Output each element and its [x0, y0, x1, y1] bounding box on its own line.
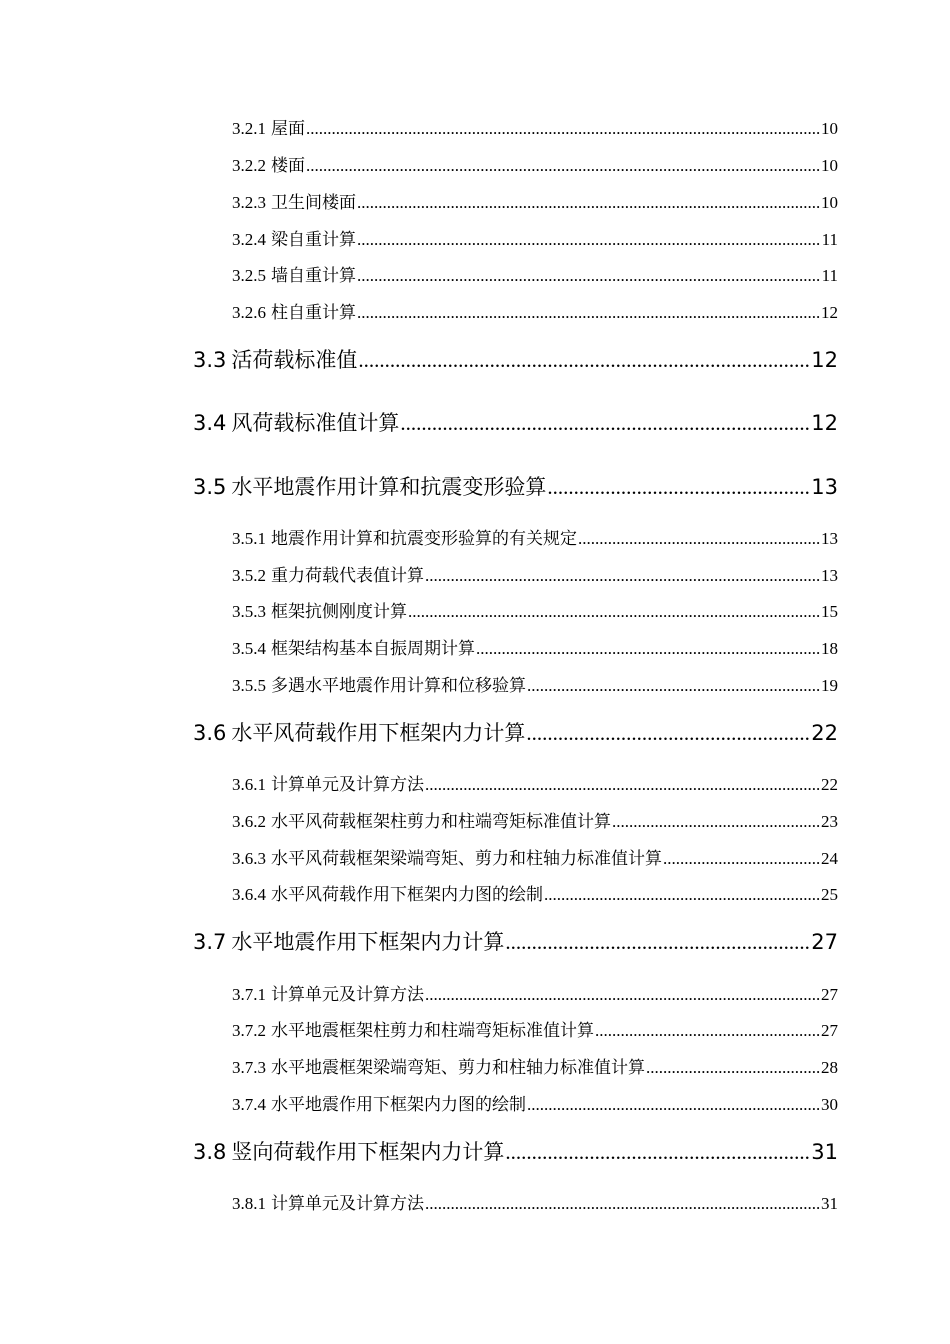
toc-entry-number: 3.7	[193, 930, 227, 954]
toc-entry-page-number: 31	[811, 1140, 838, 1164]
toc-dot-leader	[425, 1194, 820, 1214]
toc-subsection-entry[interactable]	[232, 1189, 838, 1214]
toc-entry-number: 3.5.3	[232, 602, 266, 621]
toc-entry-page-number: 25	[821, 885, 838, 904]
toc-entry-page-number: 11	[821, 230, 838, 249]
toc-entry-number: 3.6.3	[232, 849, 266, 868]
toc-dot-leader	[400, 411, 810, 436]
toc-entry-page-number: 13	[811, 475, 838, 499]
toc-subsection-entry[interactable]	[232, 188, 838, 213]
toc-entry-page-number: 19	[821, 676, 838, 695]
toc-entry-title: 活荷载标准值	[231, 348, 358, 372]
toc-entry-page-number: 18	[821, 639, 838, 658]
toc-section-entry[interactable]	[193, 1136, 838, 1164]
toc-subsection-entry[interactable]	[232, 807, 838, 832]
toc-subsection-entry[interactable]	[232, 880, 838, 905]
toc-dot-leader	[357, 303, 820, 323]
toc-entry-title: 计算单元及计算方法	[271, 1194, 424, 1214]
toc-dot-leader	[357, 266, 821, 286]
toc-entry-page-number: 30	[821, 1095, 838, 1114]
toc-dot-leader	[408, 602, 820, 622]
toc-entry-page-number: 13	[821, 566, 838, 585]
toc-entry-title: 多遇水平地震作用计算和位移验算	[271, 676, 526, 696]
toc-subsection-entry[interactable]	[232, 634, 838, 659]
toc-entry-page-number: 27	[811, 930, 838, 954]
toc-dot-leader	[425, 775, 820, 795]
toc-entry-title: 水平地震作用下框架内力图的绘制	[271, 1095, 526, 1115]
toc-entry-number: 3.6.1	[232, 775, 266, 794]
toc-entry-title: 墙自重计算	[271, 266, 356, 286]
toc-entry-number: 3.7.4	[232, 1095, 266, 1114]
toc-entry-number: 3.8	[193, 1140, 227, 1164]
toc-entry-page-number: 12	[821, 303, 838, 322]
toc-subsection-entry[interactable]	[232, 524, 838, 549]
toc-entry-page-number: 22	[821, 775, 838, 794]
toc-entry-page-number: 27	[821, 1021, 838, 1040]
toc-entry-number: 3.2.3	[232, 193, 266, 212]
toc-section-entry[interactable]	[193, 471, 838, 499]
toc-subsection-entry[interactable]	[232, 225, 838, 250]
toc-entry-title: 框架抗侧刚度计算	[271, 602, 407, 622]
toc-entry-title: 水平风荷载框架柱剪力和柱端弯矩标准值计算	[271, 812, 611, 832]
toc-entry-title: 计算单元及计算方法	[271, 775, 424, 795]
toc-dot-leader	[527, 1095, 820, 1115]
toc-entry-page-number: 12	[811, 348, 838, 372]
toc-subsection-entry[interactable]	[232, 151, 838, 176]
toc-entry-title: 水平风荷载框架梁端弯矩、剪力和柱轴力标准值计算	[271, 849, 662, 869]
toc-dot-leader	[505, 930, 810, 955]
toc-dot-leader	[526, 721, 810, 746]
toc-entry-number: 3.3	[193, 348, 227, 372]
toc-dot-leader	[595, 1021, 820, 1041]
toc-entry-title: 竖向荷载作用下框架内力计算	[231, 1140, 505, 1164]
toc-entry-page-number: 13	[821, 529, 838, 548]
toc-entry-title: 水平风荷载作用下框架内力图的绘制	[271, 885, 543, 905]
toc-entry-page-number: 22	[811, 721, 838, 745]
toc-subsection-entry[interactable]	[232, 844, 838, 869]
toc-subsection-entry[interactable]	[232, 298, 838, 323]
toc-dot-leader	[612, 812, 820, 832]
toc-section-entry[interactable]	[193, 926, 838, 954]
toc-section-entry[interactable]	[193, 407, 838, 435]
toc-entry-title: 楼面	[271, 156, 305, 176]
toc-entry-number: 3.2.4	[232, 230, 266, 249]
toc-subsection-entry[interactable]	[232, 114, 838, 139]
toc-entry-page-number: 28	[821, 1058, 838, 1077]
toc-entry-number: 3.2.1	[232, 119, 266, 138]
toc-dot-leader	[425, 985, 820, 1005]
toc-subsection-entry[interactable]	[232, 1090, 838, 1115]
toc-entry-number: 3.7.2	[232, 1021, 266, 1040]
toc-entry-page-number: 31	[821, 1194, 838, 1213]
toc-entry-page-number: 11	[821, 266, 838, 285]
toc-dot-leader	[358, 348, 810, 373]
toc-entry-number: 3.2.5	[232, 266, 266, 285]
toc-entry-title: 水平地震框架柱剪力和柱端弯矩标准值计算	[271, 1021, 594, 1041]
toc-entry-page-number: 12	[811, 411, 838, 435]
toc-dot-leader	[357, 230, 821, 250]
toc-dot-leader	[425, 566, 820, 586]
toc-dot-leader	[544, 885, 820, 905]
toc-entry-title: 重力荷载代表值计算	[271, 566, 424, 586]
toc-dot-leader	[505, 1140, 810, 1165]
toc-entry-number: 3.5.2	[232, 566, 266, 585]
toc-entry-page-number: 27	[821, 985, 838, 1004]
toc-subsection-entry[interactable]	[232, 261, 838, 286]
toc-entry-page-number: 24	[821, 849, 838, 868]
toc-subsection-entry[interactable]	[232, 671, 838, 696]
toc-dot-leader	[646, 1058, 820, 1078]
toc-entry-title: 柱自重计算	[271, 303, 356, 323]
toc-dot-leader	[357, 193, 820, 213]
toc-entry-title: 水平地震作用下框架内力计算	[231, 930, 505, 954]
toc-entry-page-number: 15	[821, 602, 838, 621]
toc-entry-title: 框架结构基本自振周期计算	[271, 639, 475, 659]
toc-dot-leader	[476, 639, 820, 659]
toc-entry-number: 3.5.1	[232, 529, 266, 548]
toc-entry-title: 水平地震作用计算和抗震变形验算	[231, 475, 547, 499]
toc-dot-leader	[547, 475, 810, 500]
toc-entry-title: 风荷载标准值计算	[231, 411, 400, 435]
toc-dot-leader	[578, 529, 820, 549]
toc-entry-number: 3.5	[193, 475, 227, 499]
toc-entry-title: 水平地震框架梁端弯矩、剪力和柱轴力标准值计算	[271, 1058, 645, 1078]
toc-entry-number: 3.7.1	[232, 985, 266, 1004]
toc-entry-number: 3.8.1	[232, 1194, 266, 1213]
toc-subsection-entry[interactable]	[232, 980, 838, 1005]
toc-entry-number: 3.5.5	[232, 676, 266, 695]
toc-section-entry[interactable]	[193, 344, 838, 372]
toc-entry-number: 3.6.4	[232, 885, 266, 904]
toc-entry-page-number: 23	[821, 812, 838, 831]
toc-dot-leader	[527, 676, 820, 696]
toc-entry-title: 屋面	[271, 119, 305, 139]
toc-section-entry[interactable]	[193, 717, 838, 745]
toc-dot-leader	[306, 156, 820, 176]
toc-entry-title: 计算单元及计算方法	[271, 985, 424, 1005]
toc-entry-page-number: 10	[821, 193, 838, 212]
toc-entry-page-number: 10	[821, 119, 838, 138]
toc-entry-number: 3.7.3	[232, 1058, 266, 1077]
toc-subsection-entry[interactable]	[232, 597, 838, 622]
toc-entry-number: 3.2.6	[232, 303, 266, 322]
toc-entry-number: 3.4	[193, 411, 227, 435]
toc-subsection-entry[interactable]	[232, 1016, 838, 1041]
toc-entry-number: 3.2.2	[232, 156, 266, 175]
toc-entry-number: 3.6.2	[232, 812, 266, 831]
toc-entry-title: 地震作用计算和抗震变形验算的有关规定	[271, 529, 577, 549]
toc-entry-title: 水平风荷载作用下框架内力计算	[231, 721, 526, 745]
toc-subsection-entry[interactable]	[232, 770, 838, 795]
toc-entry-page-number: 10	[821, 156, 838, 175]
toc-dot-leader	[663, 849, 820, 869]
toc-subsection-entry[interactable]	[232, 561, 838, 586]
toc-entry-number: 3.5.4	[232, 639, 266, 658]
toc-dot-leader	[306, 119, 820, 139]
toc-entry-number: 3.6	[193, 721, 227, 745]
toc-entry-title: 梁自重计算	[271, 230, 356, 250]
toc-subsection-entry[interactable]	[232, 1053, 838, 1078]
toc-entry-title: 卫生间楼面	[271, 193, 356, 213]
